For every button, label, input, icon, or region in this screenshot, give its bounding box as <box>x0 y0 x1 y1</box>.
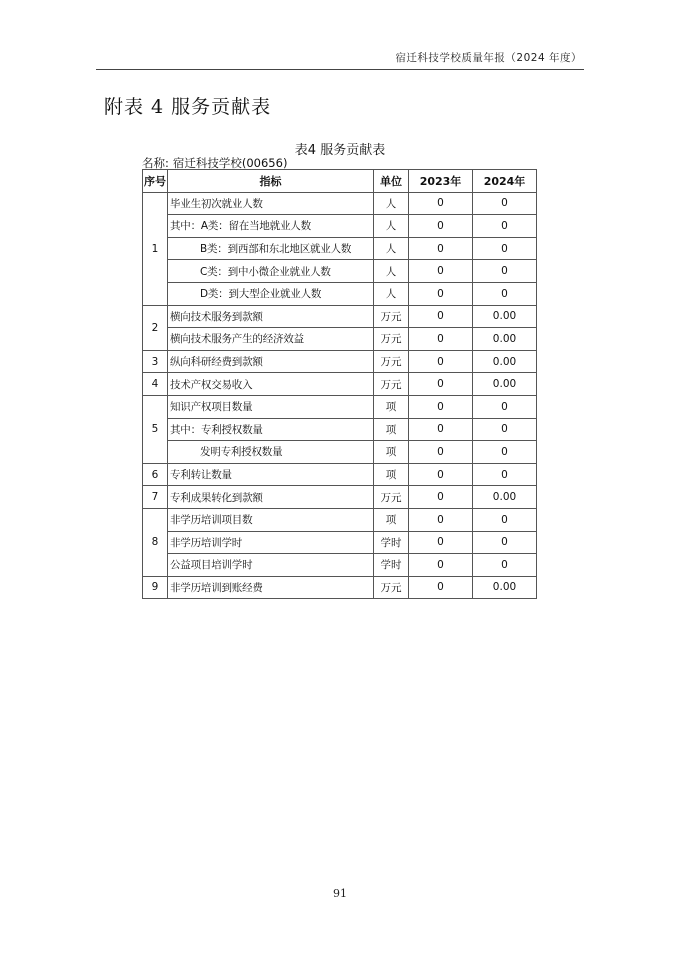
indicator-cell: 非学历培训到账经费 <box>168 576 374 599</box>
value-2024-cell: 0.00 <box>473 305 537 328</box>
value-2024-cell: 0.00 <box>473 350 537 373</box>
indicator-cell: 横向技术服务到款额 <box>168 305 374 328</box>
value-2023-cell: 0 <box>409 508 473 531</box>
value-2023-cell: 0 <box>409 282 473 305</box>
header-rule <box>96 69 584 70</box>
table-row <box>143 350 537 373</box>
value-2024-cell: 0.00 <box>473 486 537 509</box>
unit-cell: 万元 <box>374 373 409 396</box>
unit-cell: 万元 <box>374 576 409 599</box>
unit-cell: 学时 <box>374 554 409 577</box>
table-row <box>143 215 537 238</box>
indicator-cell: 专利转让数量 <box>168 463 374 486</box>
value-2023-cell: 0 <box>409 373 473 396</box>
table-row <box>143 508 537 531</box>
table-row <box>143 486 537 509</box>
value-2023-cell: 0 <box>409 260 473 283</box>
indicator-cell: 公益项目培训学时 <box>168 554 374 577</box>
service-contribution-table <box>142 169 537 599</box>
table-row <box>143 192 537 215</box>
table-row <box>143 441 537 464</box>
value-2024-cell: 0 <box>473 192 537 215</box>
value-2024-cell: 0.00 <box>473 328 537 351</box>
table-row <box>143 282 537 305</box>
table-row <box>143 237 537 260</box>
table-row <box>143 554 537 577</box>
indicator-cell: 毕业生初次就业人数 <box>168 192 374 215</box>
table-caption: 表4 服务贡献表 <box>294 143 386 158</box>
org-name: 宿迁科技学校(00656) <box>172 156 288 170</box>
value-2024-cell: 0 <box>473 395 537 418</box>
value-2023-cell: 0 <box>409 576 473 599</box>
value-2024-cell: 0 <box>473 554 537 577</box>
table-row <box>143 531 537 554</box>
unit-cell: 万元 <box>374 486 409 509</box>
indicator-cell: 横向技术服务产生的经济效益 <box>168 328 374 351</box>
unit-cell: 项 <box>374 395 409 418</box>
value-2024-cell: 0 <box>473 260 537 283</box>
seq-cell: 2 <box>143 305 168 350</box>
value-2024-cell: 0 <box>473 531 537 554</box>
seq-cell: 5 <box>143 395 168 463</box>
indicator-cell: 其中：A类：留在当地就业人数 <box>168 215 374 238</box>
page-number: 91 <box>333 887 347 900</box>
indicator-cell: 技术产权交易收入 <box>168 373 374 396</box>
indicator-cell: 专利成果转化到款额 <box>168 486 374 509</box>
table-row <box>143 373 537 396</box>
column-header-2024: 2024年 <box>473 170 537 193</box>
indicator-cell: 发明专利授权数量 <box>168 441 374 464</box>
value-2024-cell: 0.00 <box>473 373 537 396</box>
table-header-row <box>143 170 537 193</box>
indicator-cell: 知识产权项目数量 <box>168 395 374 418</box>
unit-cell: 项 <box>374 418 409 441</box>
table-row <box>143 260 537 283</box>
unit-cell: 万元 <box>374 328 409 351</box>
value-2024-cell: 0 <box>473 508 537 531</box>
seq-cell: 3 <box>143 350 168 373</box>
unit-cell: 人 <box>374 192 409 215</box>
seq-cell: 8 <box>143 508 168 576</box>
indicator-cell: B类：到西部和东北地区就业人数 <box>168 237 374 260</box>
value-2024-cell: 0 <box>473 441 537 464</box>
value-2023-cell: 0 <box>409 531 473 554</box>
unit-cell: 人 <box>374 215 409 238</box>
value-2023-cell: 0 <box>409 441 473 464</box>
value-2024-cell: 0 <box>473 282 537 305</box>
seq-cell: 7 <box>143 486 168 509</box>
indicator-cell: 非学历培训学时 <box>168 531 374 554</box>
table-row <box>143 463 537 486</box>
seq-cell: 6 <box>143 463 168 486</box>
value-2023-cell: 0 <box>409 328 473 351</box>
table-row <box>143 305 537 328</box>
value-2024-cell: 0 <box>473 418 537 441</box>
appendix-title: 附表 4 服务贡献表 <box>104 96 272 118</box>
value-2024-cell: 0 <box>473 463 537 486</box>
value-2024-cell: 0.00 <box>473 576 537 599</box>
table-row <box>143 576 537 599</box>
value-2023-cell: 0 <box>409 237 473 260</box>
seq-cell: 9 <box>143 576 168 599</box>
table-body <box>143 192 537 599</box>
unit-cell: 人 <box>374 260 409 283</box>
value-2023-cell: 0 <box>409 395 473 418</box>
table-row <box>143 328 537 351</box>
indicator-cell: D类：到大型企业就业人数 <box>168 282 374 305</box>
value-2023-cell: 0 <box>409 192 473 215</box>
unit-cell: 人 <box>374 282 409 305</box>
indicator-cell: 其中：专利授权数量 <box>168 418 374 441</box>
table-row <box>143 395 537 418</box>
org-label: 名称: <box>142 156 169 170</box>
unit-cell: 项 <box>374 441 409 464</box>
value-2023-cell: 0 <box>409 418 473 441</box>
value-2023-cell: 0 <box>409 463 473 486</box>
value-2023-cell: 0 <box>409 305 473 328</box>
running-header: 宿迁科技学校质量年报（2024 年度） <box>395 52 582 64</box>
seq-cell: 1 <box>143 192 168 305</box>
value-2024-cell: 0 <box>473 215 537 238</box>
indicator-cell: C类：到中小微企业就业人数 <box>168 260 374 283</box>
value-2024-cell: 0 <box>473 237 537 260</box>
seq-cell: 4 <box>143 373 168 396</box>
unit-cell: 万元 <box>374 350 409 373</box>
unit-cell: 人 <box>374 237 409 260</box>
unit-cell: 项 <box>374 463 409 486</box>
value-2023-cell: 0 <box>409 486 473 509</box>
unit-cell: 万元 <box>374 305 409 328</box>
column-header-unit: 单位 <box>374 170 409 193</box>
indicator-cell: 非学历培训项目数 <box>168 508 374 531</box>
unit-cell: 项 <box>374 508 409 531</box>
unit-cell: 学时 <box>374 531 409 554</box>
value-2023-cell: 0 <box>409 350 473 373</box>
value-2023-cell: 0 <box>409 215 473 238</box>
column-header-seq: 序号 <box>143 170 168 193</box>
value-2023-cell: 0 <box>409 554 473 577</box>
indicator-cell: 纵向科研经费到款额 <box>168 350 374 373</box>
column-header-2023: 2023年 <box>409 170 473 193</box>
table-row <box>143 418 537 441</box>
column-header-indicator: 指标 <box>168 170 374 193</box>
